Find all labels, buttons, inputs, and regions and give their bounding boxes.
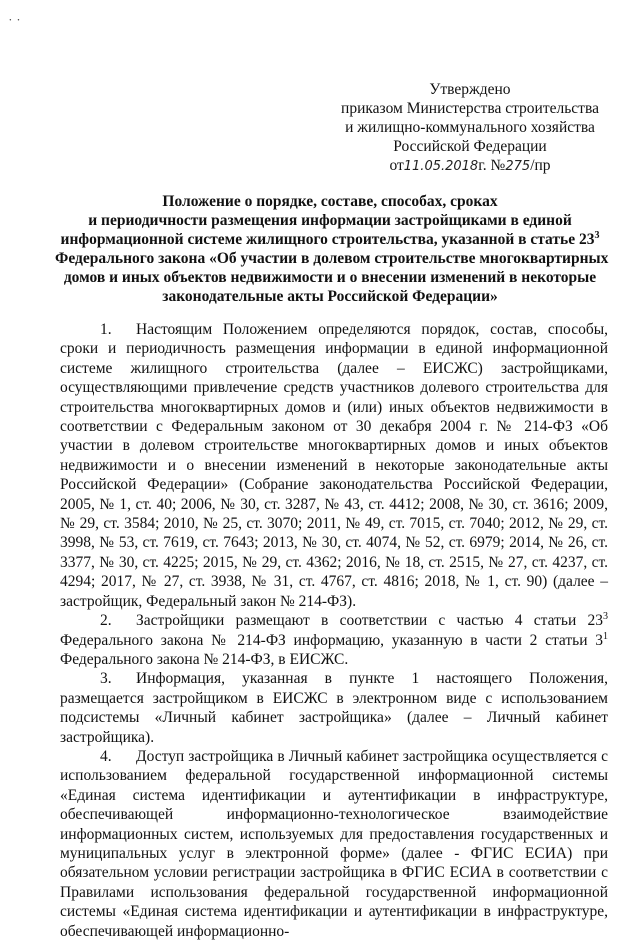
order-number-handwritten: 275 (505, 159, 531, 174)
paragraph-2-text-c: Федерального закона № 214-ФЗ, в ЕИСЖС. (60, 650, 349, 668)
title-superscript: 3 (594, 229, 600, 241)
document-body (60, 320, 608, 941)
paragraph-3-number: 3. (100, 670, 112, 688)
order-suffix: /пр (530, 157, 551, 174)
paragraph-4-text: Доступ застройщика в Личный кабинет застройщика осуществляется с использованием федеральной государственной информационной системы «Единая система идентификации и аутентификации в инфраструктуре, обеспечивающей информационно-технологическое взаимодействие информационных систем, используемых для предоставления государственных и муниципальных услуг в электронной форме» (далее - ФГИС ЕСИА) при обязательном условии регистрации застройщика в ФГИС ЕСИА в соответствии с Правилами использования федеральной государственной информационной системы «Единая система идентификации и аутентификации в инфраструктуре, обеспечивающей информационно- (60, 747, 608, 940)
title-line-3 (55, 230, 605, 249)
paragraph-1-number: 1. (100, 321, 112, 338)
order-prefix: от (389, 157, 404, 174)
paragraph-4-number: 4. (100, 747, 112, 765)
title-line-1: Положение о порядке, составе, способах, сроках (162, 193, 498, 210)
approval-line-ministry: приказом Министерства строительства (341, 100, 599, 117)
approval-line-country: Российской Федерации (393, 138, 547, 155)
approval-line-approved: Утверждено (429, 81, 511, 98)
scan-artifact-dots: ˙ ˙ (8, 17, 21, 32)
approval-line-housing: и жилищно-коммунального хозяйства (345, 119, 595, 136)
paragraph-1 (60, 320, 608, 611)
paragraph-1-text: Настоящим Положением определяются порядок, состав, способы, сроки и периодичность размещения информации в единой информационной системе жилищного строительства (далее – ЕИСЖС) застройщиками, осуществляющими привлечение средств участников долевого строительства для строительства многоквартирных домов и (или) иных объектов недвижимости в соответствии с Федеральным законом от 30 декабря 2004 г. № 214-ФЗ «Об участии в долевом строительстве многоквартирных домов и иных объектов недвижимости и о внесении изменений в некоторые законодательные акты Российской Федерации» (Собрание законодательства Российской Федерации, 2005, № 1, ст. 40; 2006, № 30, ст. 3287, № 43, ст. 4412; 2008, № 30, ст. 3616; 2009, № 29, ст. 3584; 2010, № 25, ст. 3070; 2011, № 49, ст. 7015, ст. 7040; 2012, № 29, ст. 3998, № 53, ст. 7619, ст. 7643; 2013, № 30, ст. 4074, № 52, ст. 6979; 2014, № 26, ст. 3377, № 30, ст. 4225; 2015, № 29, ст. 4362; 2016, № 18, ст. 2515, № 27, ст. 4237, ст. 4294; 2017, № 27, ст. 3938, № 31, ст. 4767, ст. 4816; 2018, № 1, ст. 90) (далее – застройщик, Федеральный закон № 214-ФЗ). (60, 321, 608, 610)
approval-order-line (330, 156, 610, 176)
paragraph-2-text-b: Федерального закона № 214-ФЗ информацию, указанную в части 2 статьи 3 (60, 631, 603, 649)
order-mid: г. № (478, 157, 506, 174)
paragraph-2-sup-1: 3 (603, 610, 608, 622)
paragraph-4 (60, 747, 608, 941)
paragraph-2-number: 2. (100, 612, 112, 630)
title-line-6: законодательные акты Российской Федерации» (162, 288, 498, 305)
order-date-handwritten: 11.05.2018 (403, 159, 479, 174)
title-line-4: Федерального закона «Об участии в долевом строительстве многоквартирных (55, 250, 609, 267)
paragraph-2-text-a: Застройщики размещают в соответствии с частью 4 статьи 23 (136, 612, 603, 630)
paragraph-2-sup-2: 1 (603, 630, 608, 642)
paragraph-3-text: Информация, указанная в пункте 1 настоящего Положения, размещается застройщиком в ЕИСЖС в электронном виде с использованием подсистемы «Личный кабинет застройщика» (далее – Личный кабинет застройщика). (60, 670, 608, 746)
paragraph-3 (60, 669, 608, 747)
approval-stamp (330, 80, 610, 176)
document-title (55, 192, 609, 306)
paragraph-2 (60, 611, 608, 669)
title-line-2: и периодичности размещения информации застройщиками в единой (88, 212, 572, 229)
title-line-5: домов и иных объектов недвижимости и о внесении изменений в некоторые (63, 269, 597, 286)
title-line-3-text: информационной системе жилищного строительства, указанной в статье 23 (60, 231, 595, 248)
